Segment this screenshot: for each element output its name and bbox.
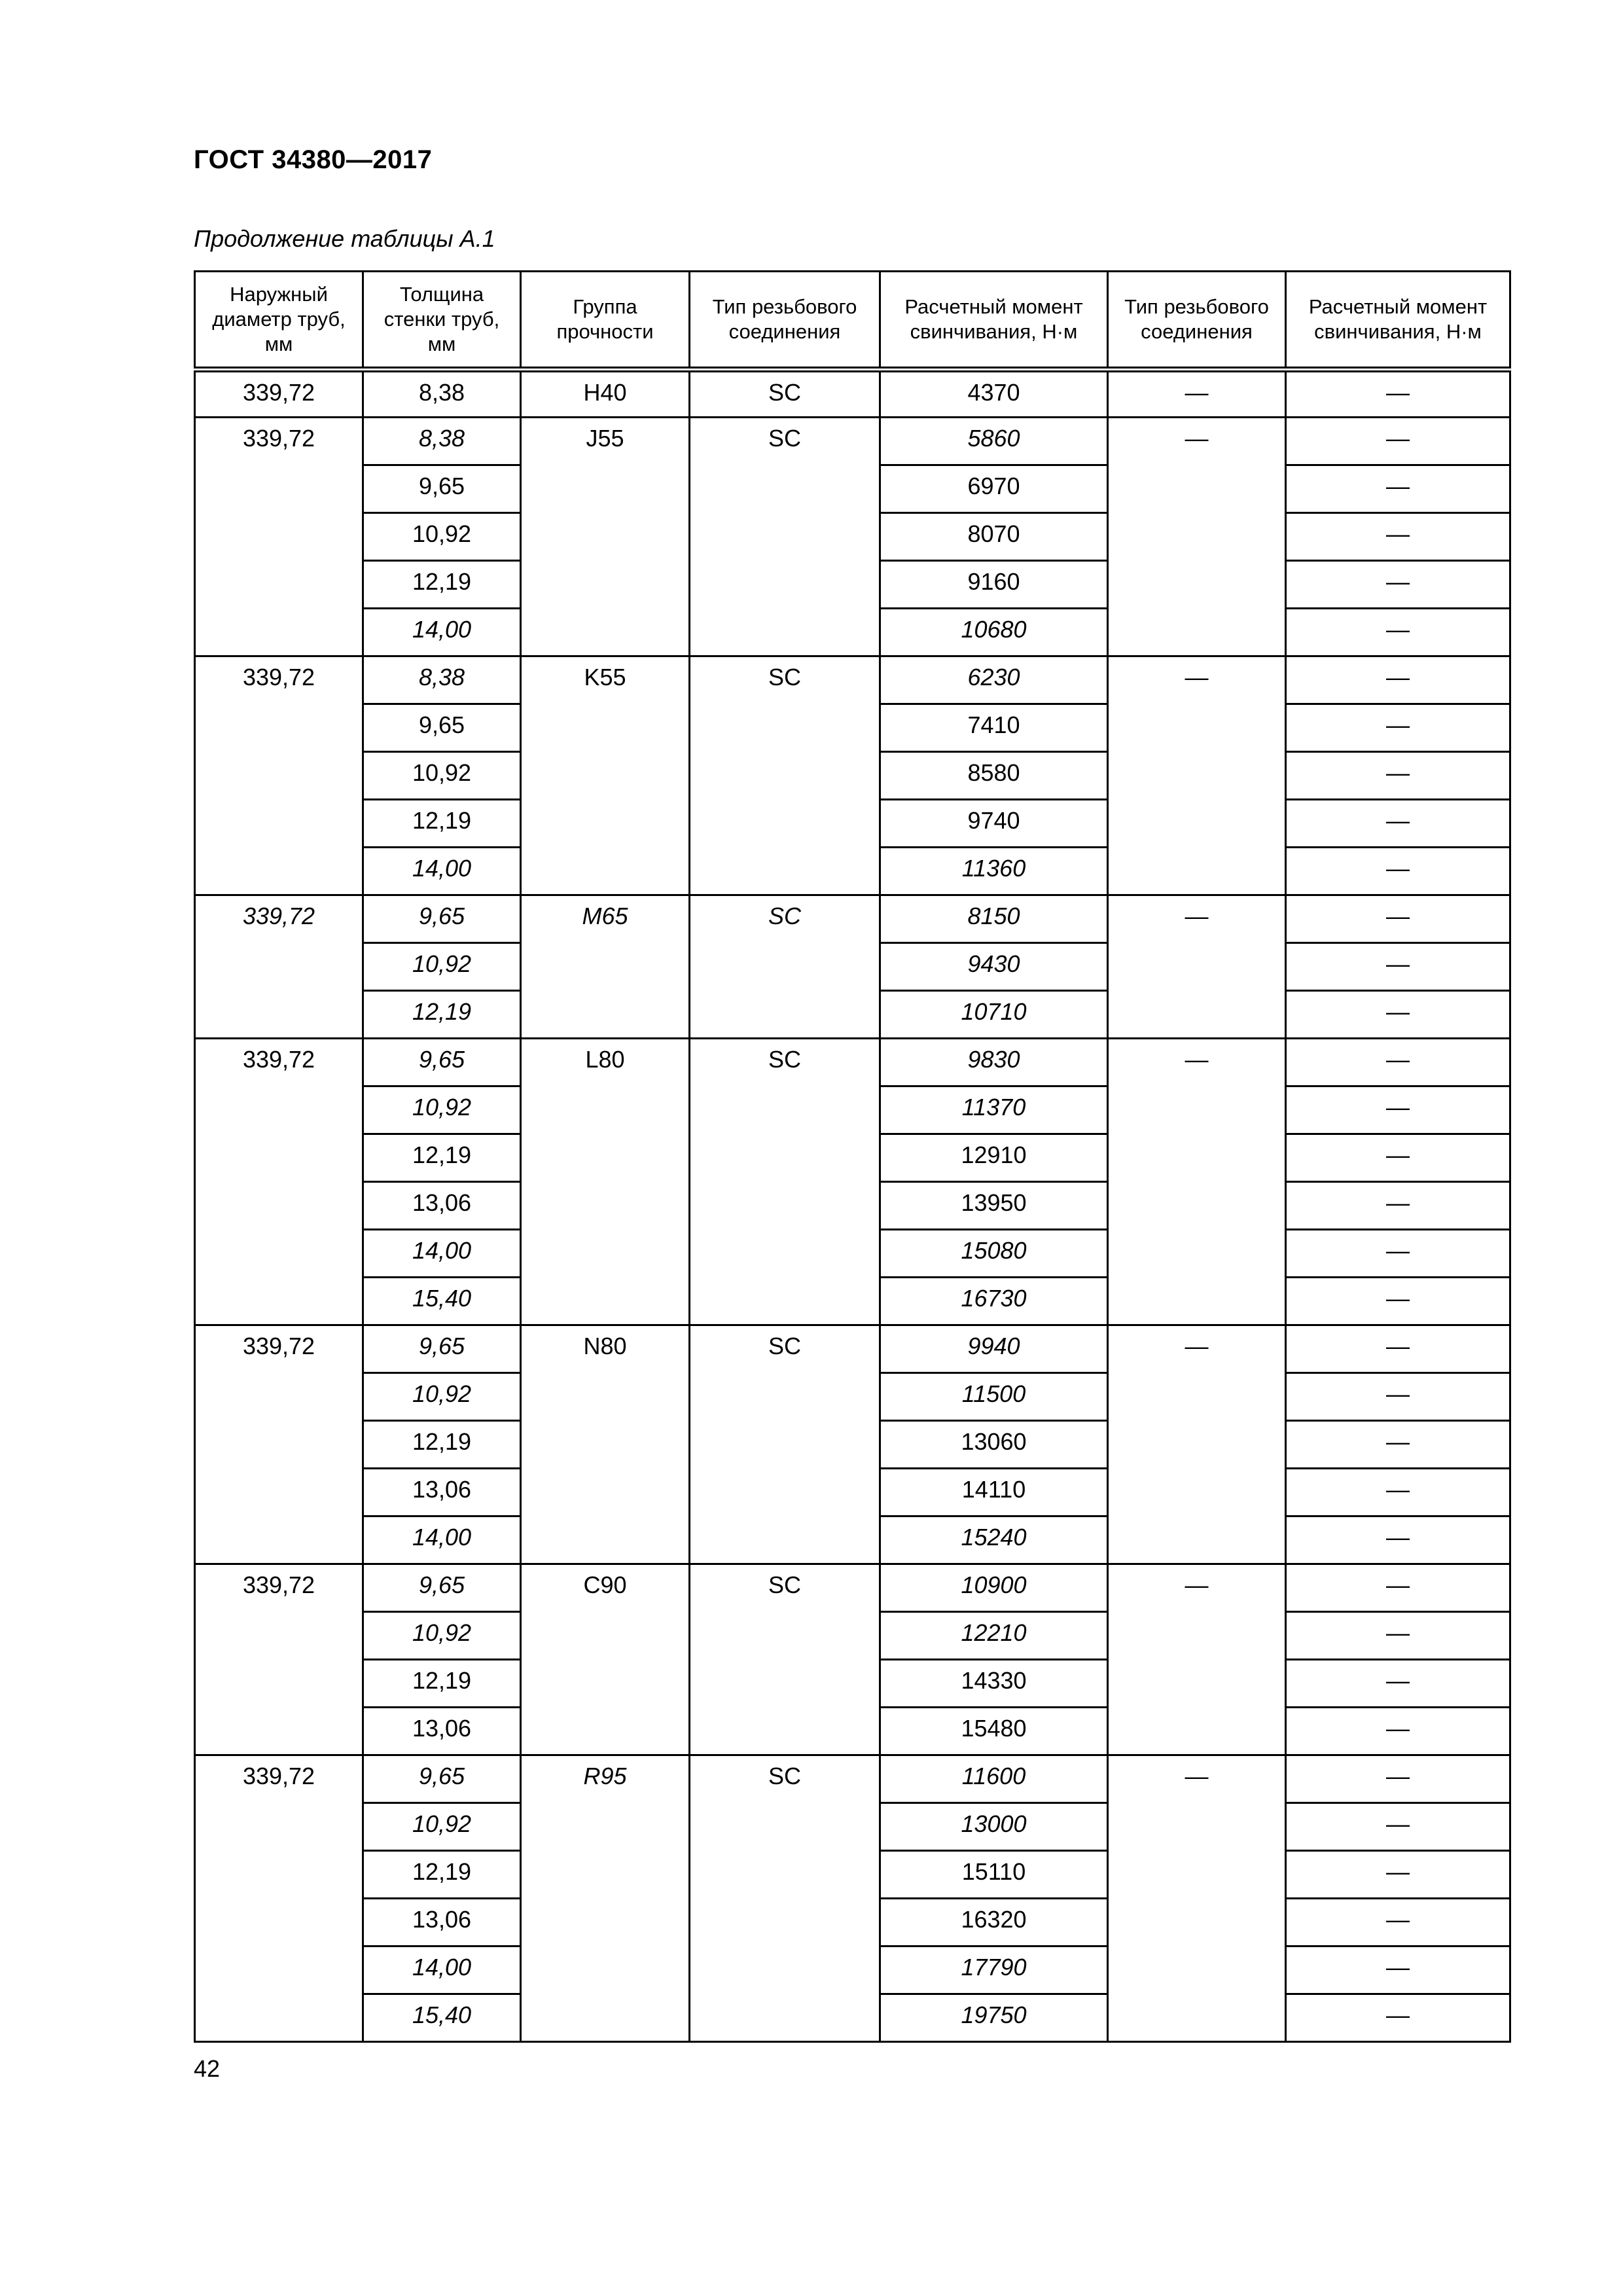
cell-makeup-torque-2: — bbox=[1286, 1516, 1510, 1564]
cell-wall-thickness: 9,65 bbox=[363, 1755, 521, 1803]
cell-makeup-torque: 11360 bbox=[880, 848, 1108, 895]
cell-strength-group: J55 bbox=[521, 418, 690, 656]
cell-makeup-torque: 12910 bbox=[880, 1134, 1108, 1182]
cell-makeup-torque-2: — bbox=[1286, 1134, 1510, 1182]
cell-wall-thickness: 12,19 bbox=[363, 561, 521, 609]
table-row bbox=[195, 370, 1510, 418]
table-row bbox=[195, 1564, 1510, 1612]
cell-wall-thickness: 12,19 bbox=[363, 991, 521, 1039]
cell-wall-thickness: 12,19 bbox=[363, 800, 521, 848]
cell-makeup-torque-2: — bbox=[1286, 1230, 1510, 1278]
cell-makeup-torque-2: — bbox=[1286, 1899, 1510, 1946]
cell-wall-thickness: 12,19 bbox=[363, 1660, 521, 1708]
cell-connection-type-2: — bbox=[1108, 1564, 1286, 1755]
page-title: ГОСТ 34380—2017 bbox=[194, 145, 433, 174]
cell-wall-thickness: 10,92 bbox=[363, 1373, 521, 1421]
table-caption: Продолжение таблицы А.1 bbox=[194, 225, 495, 252]
cell-makeup-torque-2: — bbox=[1286, 1708, 1510, 1755]
cell-makeup-torque-2: — bbox=[1286, 895, 1510, 943]
cell-wall-thickness: 12,19 bbox=[363, 1134, 521, 1182]
cell-connection-type: SC bbox=[690, 895, 880, 1039]
cell-makeup-torque: 15240 bbox=[880, 1516, 1108, 1564]
cell-wall-thickness: 13,06 bbox=[363, 1182, 521, 1230]
cell-connection-type: SC bbox=[690, 656, 880, 895]
cell-connection-type-2: — bbox=[1108, 1755, 1286, 2042]
cell-makeup-torque-2: — bbox=[1286, 656, 1510, 704]
cell-wall-thickness: 13,06 bbox=[363, 1708, 521, 1755]
cell-makeup-torque: 11500 bbox=[880, 1373, 1108, 1421]
cell-connection-type: SC bbox=[690, 1039, 880, 1325]
cell-wall-thickness: 8,38 bbox=[363, 656, 521, 704]
cell-makeup-torque: 11600 bbox=[880, 1755, 1108, 1803]
cell-strength-group: H40 bbox=[521, 370, 690, 418]
cell-makeup-torque: 9830 bbox=[880, 1039, 1108, 1086]
cell-makeup-torque-2: — bbox=[1286, 370, 1510, 418]
cell-makeup-torque: 9740 bbox=[880, 800, 1108, 848]
cell-makeup-torque: 16730 bbox=[880, 1278, 1108, 1325]
cell-strength-group: L80 bbox=[521, 1039, 690, 1325]
cell-connection-type-2: — bbox=[1108, 656, 1286, 895]
cell-makeup-torque: 9940 bbox=[880, 1325, 1108, 1373]
cell-wall-thickness: 8,38 bbox=[363, 370, 521, 418]
cell-wall-thickness: 10,92 bbox=[363, 1612, 521, 1660]
table-body bbox=[195, 370, 1510, 2042]
cell-strength-group: R95 bbox=[521, 1755, 690, 2042]
cell-wall-thickness: 15,40 bbox=[363, 1278, 521, 1325]
header-strength-group: Группа прочности bbox=[521, 272, 690, 370]
cell-makeup-torque: 4370 bbox=[880, 370, 1108, 418]
cell-wall-thickness: 8,38 bbox=[363, 418, 521, 465]
cell-wall-thickness: 10,92 bbox=[363, 752, 521, 800]
header-connection-type-2: Тип резьбового соединения bbox=[1108, 272, 1286, 370]
cell-connection-type-2: — bbox=[1108, 895, 1286, 1039]
cell-makeup-torque-2: — bbox=[1286, 1278, 1510, 1325]
cell-wall-thickness: 13,06 bbox=[363, 1899, 521, 1946]
cell-wall-thickness: 14,00 bbox=[363, 1516, 521, 1564]
cell-makeup-torque: 15110 bbox=[880, 1851, 1108, 1899]
cell-makeup-torque: 7410 bbox=[880, 704, 1108, 752]
cell-makeup-torque-2: — bbox=[1286, 1564, 1510, 1612]
cell-makeup-torque: 5860 bbox=[880, 418, 1108, 465]
cell-makeup-torque: 17790 bbox=[880, 1946, 1108, 1994]
cell-makeup-torque: 8150 bbox=[880, 895, 1108, 943]
cell-wall-thickness: 14,00 bbox=[363, 848, 521, 895]
cell-makeup-torque: 10900 bbox=[880, 1564, 1108, 1612]
cell-makeup-torque: 12210 bbox=[880, 1612, 1108, 1660]
table-row bbox=[195, 418, 1510, 465]
cell-outer-diameter: 339,72 bbox=[195, 656, 363, 895]
cell-outer-diameter: 339,72 bbox=[195, 1039, 363, 1325]
cell-makeup-torque: 10710 bbox=[880, 991, 1108, 1039]
table-row bbox=[195, 656, 1510, 704]
cell-outer-diameter: 339,72 bbox=[195, 370, 363, 418]
cell-makeup-torque-2: — bbox=[1286, 1182, 1510, 1230]
cell-wall-thickness: 10,92 bbox=[363, 943, 521, 991]
cell-wall-thickness: 10,92 bbox=[363, 1086, 521, 1134]
cell-connection-type-2: — bbox=[1108, 370, 1286, 418]
cell-makeup-torque: 19750 bbox=[880, 1994, 1108, 2042]
cell-wall-thickness: 9,65 bbox=[363, 895, 521, 943]
table-row bbox=[195, 1039, 1510, 1086]
header-wall-thickness: Толщина стенки труб, мм bbox=[363, 272, 521, 370]
torque-table bbox=[194, 270, 1511, 2043]
cell-makeup-torque: 16320 bbox=[880, 1899, 1108, 1946]
cell-connection-type-2: — bbox=[1108, 1039, 1286, 1325]
cell-wall-thickness: 14,00 bbox=[363, 1230, 521, 1278]
cell-connection-type-2: — bbox=[1108, 418, 1286, 656]
cell-makeup-torque-2: — bbox=[1286, 1086, 1510, 1134]
cell-strength-group: N80 bbox=[521, 1325, 690, 1564]
cell-makeup-torque: 6230 bbox=[880, 656, 1108, 704]
cell-makeup-torque: 6970 bbox=[880, 465, 1108, 513]
header-connection-type: Тип резьбового соединения bbox=[690, 272, 880, 370]
table-row bbox=[195, 1325, 1510, 1373]
cell-makeup-torque: 10680 bbox=[880, 609, 1108, 656]
cell-connection-type: SC bbox=[690, 1755, 880, 2042]
header-outer-diameter: Наружный диаметр труб, мм bbox=[195, 272, 363, 370]
cell-wall-thickness: 10,92 bbox=[363, 1803, 521, 1851]
cell-connection-type: SC bbox=[690, 418, 880, 656]
cell-makeup-torque-2: — bbox=[1286, 991, 1510, 1039]
cell-wall-thickness: 14,00 bbox=[363, 1946, 521, 1994]
cell-makeup-torque-2: — bbox=[1286, 609, 1510, 656]
cell-makeup-torque-2: — bbox=[1286, 943, 1510, 991]
cell-makeup-torque: 14110 bbox=[880, 1469, 1108, 1516]
cell-makeup-torque-2: — bbox=[1286, 1039, 1510, 1086]
header-makeup-torque: Расчетный момент свинчивания, Н·м bbox=[880, 272, 1108, 370]
cell-makeup-torque-2: — bbox=[1286, 1373, 1510, 1421]
cell-makeup-torque-2: — bbox=[1286, 704, 1510, 752]
cell-wall-thickness: 9,65 bbox=[363, 465, 521, 513]
cell-makeup-torque: 13000 bbox=[880, 1803, 1108, 1851]
cell-makeup-torque-2: — bbox=[1286, 465, 1510, 513]
cell-makeup-torque: 15080 bbox=[880, 1230, 1108, 1278]
page-number: 42 bbox=[194, 2055, 221, 2082]
cell-makeup-torque: 8580 bbox=[880, 752, 1108, 800]
cell-wall-thickness: 9,65 bbox=[363, 704, 521, 752]
cell-wall-thickness: 9,65 bbox=[363, 1039, 521, 1086]
cell-makeup-torque-2: — bbox=[1286, 848, 1510, 895]
cell-makeup-torque-2: — bbox=[1286, 1755, 1510, 1803]
cell-makeup-torque-2: — bbox=[1286, 561, 1510, 609]
cell-makeup-torque-2: — bbox=[1286, 752, 1510, 800]
cell-wall-thickness: 12,19 bbox=[363, 1421, 521, 1469]
cell-strength-group: M65 bbox=[521, 895, 690, 1039]
cell-connection-type: SC bbox=[690, 1564, 880, 1755]
cell-makeup-torque: 15480 bbox=[880, 1708, 1108, 1755]
cell-connection-type: SC bbox=[690, 1325, 880, 1564]
cell-makeup-torque: 14330 bbox=[880, 1660, 1108, 1708]
cell-makeup-torque: 11370 bbox=[880, 1086, 1108, 1134]
cell-makeup-torque: 8070 bbox=[880, 513, 1108, 561]
cell-makeup-torque-2: — bbox=[1286, 418, 1510, 465]
cell-makeup-torque: 9160 bbox=[880, 561, 1108, 609]
cell-makeup-torque-2: — bbox=[1286, 1469, 1510, 1516]
cell-makeup-torque-2: — bbox=[1286, 1660, 1510, 1708]
cell-outer-diameter: 339,72 bbox=[195, 895, 363, 1039]
cell-makeup-torque: 9430 bbox=[880, 943, 1108, 991]
cell-outer-diameter: 339,72 bbox=[195, 418, 363, 656]
cell-makeup-torque-2: — bbox=[1286, 1803, 1510, 1851]
cell-wall-thickness: 9,65 bbox=[363, 1325, 521, 1373]
cell-makeup-torque-2: — bbox=[1286, 1994, 1510, 2042]
cell-outer-diameter: 339,72 bbox=[195, 1325, 363, 1564]
cell-outer-diameter: 339,72 bbox=[195, 1755, 363, 2042]
cell-wall-thickness: 14,00 bbox=[363, 609, 521, 656]
table-row bbox=[195, 1755, 1510, 1803]
cell-wall-thickness: 10,92 bbox=[363, 513, 521, 561]
cell-wall-thickness: 15,40 bbox=[363, 1994, 521, 2042]
cell-connection-type: SC bbox=[690, 370, 880, 418]
cell-makeup-torque-2: — bbox=[1286, 1421, 1510, 1469]
table-header-row bbox=[195, 272, 1510, 370]
table-row bbox=[195, 895, 1510, 943]
cell-outer-diameter: 339,72 bbox=[195, 1564, 363, 1755]
cell-makeup-torque-2: — bbox=[1286, 1851, 1510, 1899]
cell-makeup-torque-2: — bbox=[1286, 513, 1510, 561]
cell-makeup-torque-2: — bbox=[1286, 1946, 1510, 1994]
cell-strength-group: K55 bbox=[521, 656, 690, 895]
cell-wall-thickness: 9,65 bbox=[363, 1564, 521, 1612]
cell-makeup-torque: 13060 bbox=[880, 1421, 1108, 1469]
cell-makeup-torque-2: — bbox=[1286, 800, 1510, 848]
cell-makeup-torque: 13950 bbox=[880, 1182, 1108, 1230]
cell-wall-thickness: 13,06 bbox=[363, 1469, 521, 1516]
cell-strength-group: C90 bbox=[521, 1564, 690, 1755]
cell-makeup-torque-2: — bbox=[1286, 1612, 1510, 1660]
cell-wall-thickness: 12,19 bbox=[363, 1851, 521, 1899]
cell-connection-type-2: — bbox=[1108, 1325, 1286, 1564]
header-makeup-torque-2: Расчетный момент свинчивания, Н·м bbox=[1286, 272, 1510, 370]
cell-makeup-torque-2: — bbox=[1286, 1325, 1510, 1373]
